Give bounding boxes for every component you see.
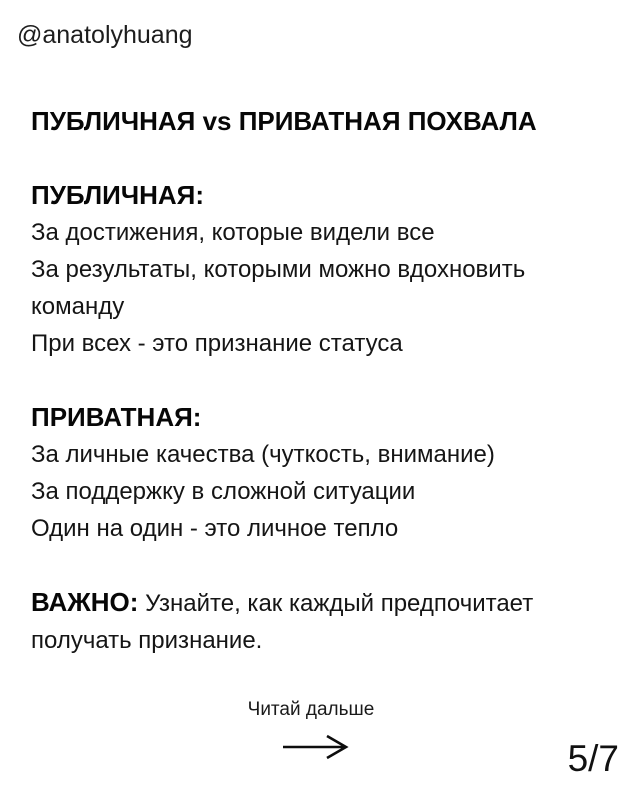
page-indicator: 5/7 (567, 738, 619, 779)
section-private-heading: ПРИВАТНАЯ: (31, 402, 202, 432)
slide-title: ПУБЛИЧНАЯ vs ПРИВАТНАЯ ПОХВАЛА (31, 106, 537, 136)
section-public (31, 177, 609, 362)
read-more-cta (0, 697, 640, 723)
author-handle: @anatolyhuang (17, 21, 193, 49)
important-note-text: Узнайте, как каждый предпочитает получать признание. (31, 590, 534, 654)
section-public-line: За достижения, которые видели все (31, 219, 435, 246)
section-public-heading: ПУБЛИЧНАЯ: (31, 180, 204, 210)
section-private-line: За личные качества (чуткость, внимание) (31, 441, 495, 468)
section-private-line: Один на один - это личное тепло (31, 515, 399, 542)
important-note (31, 584, 609, 659)
section-private-line: За поддержку в сложной ситуации (31, 478, 416, 505)
important-note-label: ВАЖНО: (31, 587, 139, 617)
section-private (31, 399, 609, 547)
read-more-label: Читай дальше (247, 699, 375, 720)
slide-content (31, 103, 609, 659)
section-public-line: При всех - это признание статуса (31, 330, 403, 357)
section-public-line: За результаты, которыми можно вдохновить команду (31, 256, 526, 320)
right-arrow-icon (281, 733, 349, 761)
